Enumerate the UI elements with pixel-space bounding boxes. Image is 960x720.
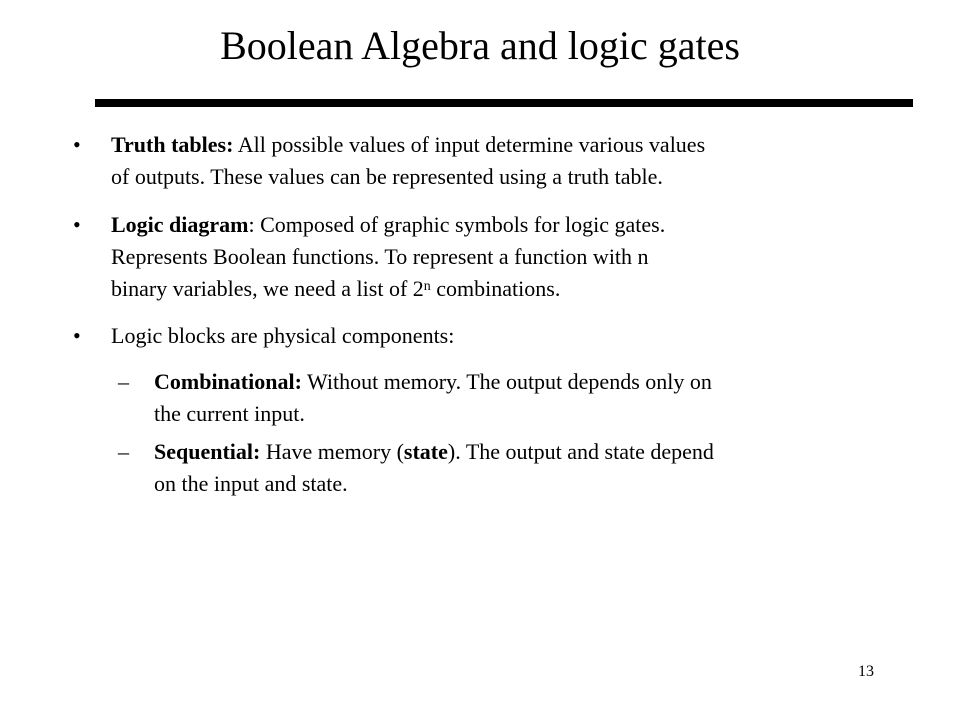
bullet-line-text: combinations. <box>430 276 561 301</box>
sub-bullet-text <box>154 366 712 430</box>
page-number: 13 <box>858 663 874 680</box>
bullet-line-text: : Composed of graphic symbols for logic gates. <box>248 212 666 237</box>
bullet-term: Logic diagram <box>111 212 249 237</box>
sub-bullet-line-text: the current input. <box>154 401 305 426</box>
bullet-line <box>111 129 705 161</box>
sub-bullet-text <box>154 436 714 500</box>
bullet-line-text: binary variables, we need a list of 2 <box>111 276 424 301</box>
sub-bullet-term: Combinational: <box>154 369 302 394</box>
sub-bullet-line <box>154 436 714 468</box>
bullet-marker: • <box>73 212 81 237</box>
title-divider <box>95 99 913 107</box>
sub-bullet-line-text: ). The output and state depend <box>447 439 714 464</box>
sub-bullet-emphasis: state <box>403 439 448 464</box>
bullet-text <box>111 209 665 305</box>
bullet-line-text: of outputs. These values can be represented using a truth table. <box>111 164 663 189</box>
bullet-line-text: Represents Boolean functions. To represent a function with n <box>111 244 649 269</box>
bullet-line <box>111 273 665 305</box>
bullet-line <box>111 209 665 241</box>
bullet-marker: • <box>73 323 81 348</box>
bullet-text <box>111 129 705 193</box>
sub-bullet-marker: – <box>118 439 129 464</box>
bullet-line-text: Logic blocks are physical components: <box>111 323 455 348</box>
sub-bullet-line-text: Have memory ( <box>260 439 404 464</box>
slide-title: Boolean Algebra and logic gates <box>220 23 740 68</box>
bullet-line-text: All possible values of input determine various values <box>233 132 706 157</box>
bullet-text <box>111 320 454 352</box>
sub-bullet-line-text: Without memory. The output depends only on <box>301 369 712 394</box>
sub-bullet-marker: – <box>118 369 129 394</box>
sub-bullet-term: Sequential: <box>154 439 261 464</box>
sub-bullet-line-text: on the input and state. <box>154 471 348 496</box>
bullet-term: Truth tables: <box>111 132 234 157</box>
exponent: n <box>423 279 431 294</box>
sub-bullet-line <box>154 366 712 398</box>
bullet-marker: • <box>73 132 81 157</box>
